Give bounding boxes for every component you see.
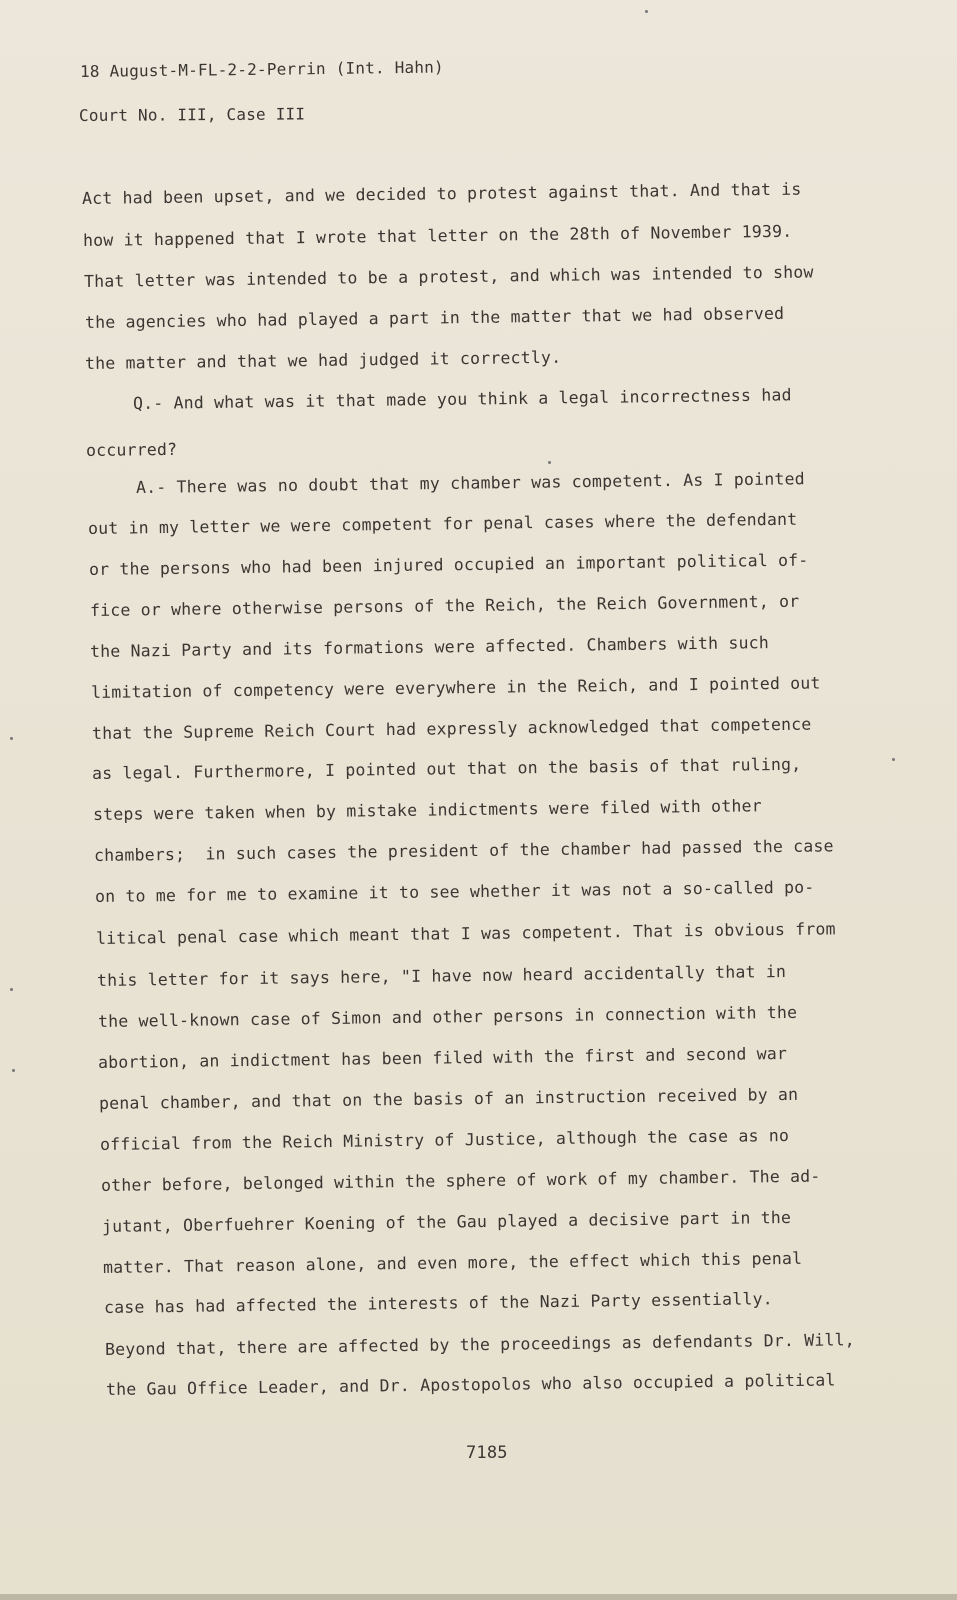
body-line: the well-known case of Simon and other persons in connection with the — [97, 1002, 798, 1031]
body-line: the agencies who had played a part in the matter that we had observed — [84, 303, 785, 332]
body-line: this letter for it says here, "I have now heard accidentally that in — [96, 961, 787, 990]
body-line: jutant, Oberfuehrer Koening of the Gau played a decisive part in the — [101, 1207, 792, 1236]
body-line: chambers; in such cases the president of the chamber had passed the case — [93, 836, 834, 865]
speck-mark — [548, 461, 551, 464]
body-line: That letter was intended to be a protest, and which was intended to show — [83, 262, 814, 291]
body-line: out in my letter we were competent for penal cases where the defendant — [87, 509, 798, 538]
body-line: on to me for me to examine it to see whether it was not a so-called po- — [94, 877, 815, 906]
body-line: the Nazi Party and its formations were affected. Chambers with such — [89, 633, 770, 661]
body-line: Act had been upset, and we decided to protest against that. And that is — [81, 179, 802, 208]
header-line-1: 18 August-M-FL-2-2-Perrin (Int. Hahn) — [79, 57, 444, 81]
body-line: A.- There was no doubt that my chamber was competent. As I pointed — [135, 469, 805, 497]
body-line: the matter and that we had judged it correctly. — [84, 347, 562, 373]
body-line: case has had affected the interests of the Nazi Party essentially. — [103, 1289, 773, 1317]
body-line: Q.- And what was it that made you think a legal incorrectness had — [132, 385, 792, 413]
body-line: that the Supreme Reich Court had expressly acknowledged that competence — [91, 714, 812, 743]
page-number: 7185 — [466, 1443, 508, 1463]
header-line-2: Court No. III, Case III — [78, 104, 306, 125]
body-line: steps were taken when by mistake indictments were filed with other — [92, 796, 762, 824]
page-bottom-edge — [0, 1594, 957, 1600]
body-line: as legal. Furthermore, I pointed out that on the basis of that ruling, — [91, 754, 802, 783]
body-line: matter. That reason alone, and even more, the effect which this penal — [102, 1248, 803, 1277]
body-line: penal chamber, and that on the basis of an instruction received by an — [98, 1084, 799, 1113]
body-line: fice or where otherwise persons of the Reich, the Reich Government, or — [89, 591, 800, 620]
body-line: or the persons who had been injured occupied an important political of- — [88, 550, 809, 579]
body-line: litical penal case which meant that I was competent. That is obvious from — [95, 919, 836, 948]
body-line: occurred? — [85, 439, 178, 460]
body-line: other before, belonged within the sphere of work of my chamber. The ad- — [100, 1166, 821, 1195]
body-line: abortion, an indictment has been filed with the first and second war — [97, 1043, 788, 1072]
body-line: Beyond that, there are affected by the proceedings as defendants Dr. Will, — [104, 1330, 855, 1359]
body-line: official from the Reich Ministry of Justice, although the case as no — [99, 1125, 790, 1154]
speck-mark — [10, 737, 13, 740]
speck-mark — [10, 988, 13, 991]
speck-mark — [645, 10, 648, 13]
body-line: the Gau Office Leader, and Dr. Apostopolos who also occupied a political — [105, 1370, 836, 1399]
speck-mark — [892, 758, 895, 761]
body-line: how it happened that I wrote that letter on the 28th of November 1939. — [82, 221, 793, 250]
speck-mark — [12, 1069, 15, 1072]
body-line: limitation of competency were everywhere in the Reich, and I pointed out — [90, 673, 821, 702]
